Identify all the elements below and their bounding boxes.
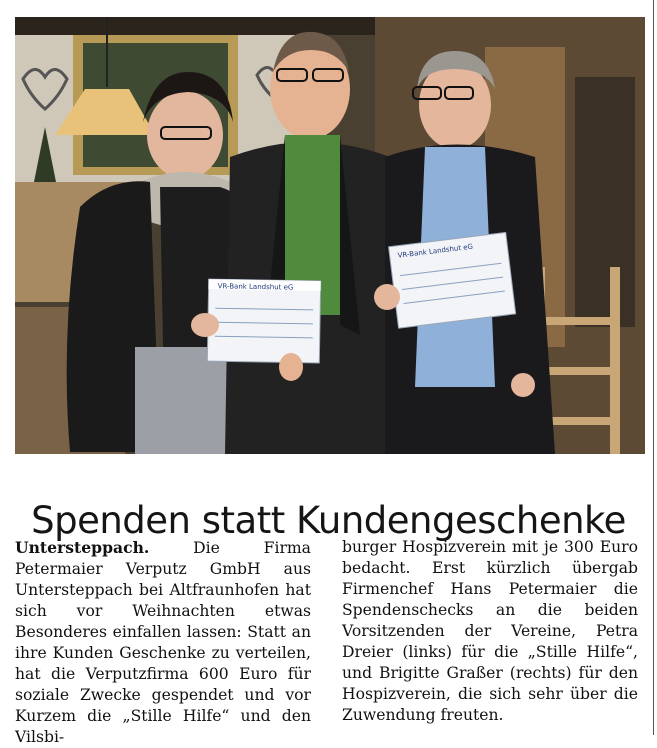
article-dateline: Untersteppach. (15, 538, 150, 557)
article-body (15, 537, 647, 746)
column-rule (653, 0, 654, 735)
article-text-right: burger Hospizverein mit je 300 Euro bedacht. Erst kürzlich übergab Firmenchef Hans Petermaier die Spendenschecks an die beiden Vorsitzenden der Vereine, Petra Dreier (links) für die „Stille Hilfe“, und Brigitte Graßer (rechts) für den Hospizverein, die sich sehr über die Zuwendung freuten. (342, 538, 638, 724)
cheque-left-bank: VR-Bank Landshut eG (217, 282, 294, 292)
article-headline: Spenden statt Kundengeschenke (31, 498, 626, 542)
cheque-right-bank: VR-Bank Landshut eG (397, 242, 474, 260)
article-column-right (342, 537, 638, 726)
article-photo (15, 17, 645, 454)
article-text-left: Die Firma Petermaier Verputz GmbH aus Untersteppach bei Altfraunhofen hat sich vor Weihnachten etwas Besonderes einfallen lassen: Statt an ihre Kunden Geschenke zu verteilen, hat die Verputzfirma 600 Euro für soziale Zwecke gespendet und vor Kurzem die „Stille Hilfe“ und den Vilsbi- (15, 539, 311, 746)
photo-illustration (15, 17, 645, 454)
article-column-left (15, 537, 311, 748)
